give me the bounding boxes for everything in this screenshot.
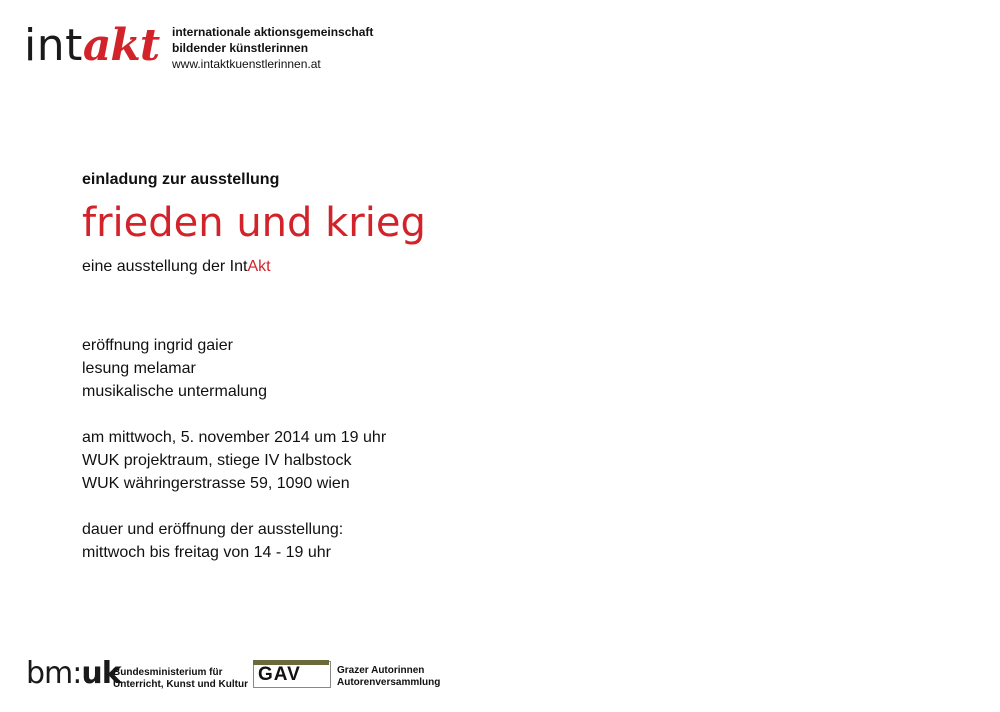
event-venue: WUK projektraum, stiege IV halbstock	[82, 452, 352, 469]
gav-name	[337, 665, 440, 689]
gav-name-line2: Autorenversammlung	[337, 677, 441, 688]
logo-int: int	[24, 20, 83, 71]
bmuk-bm: bm	[26, 656, 73, 691]
org-website: www.intaktkuenstlerinnen.at	[172, 57, 321, 71]
invitation-kicker: einladung zur ausstellung	[82, 171, 280, 188]
bmuk-name-line2: Unterricht, Kunst und Kultur	[113, 679, 248, 690]
exhibition-title: frieden und krieg	[82, 200, 426, 246]
opening-hours	[82, 518, 343, 564]
bmuk-uk: uk	[81, 656, 121, 691]
gav-wordmark: GAV	[258, 664, 301, 685]
program-block	[82, 334, 267, 403]
subtitle-highlight: Akt	[247, 258, 271, 275]
intakt-wordmark	[24, 22, 159, 70]
logo-akt: akt	[82, 20, 160, 71]
program-line: eröffnung ingrid gaier	[82, 337, 233, 354]
bmuk-name	[113, 667, 248, 691]
subtitle-prefix: eine ausstellung der Int	[82, 258, 248, 275]
bmuk-logo	[26, 657, 121, 691]
exhibition-subtitle	[82, 258, 271, 276]
bmuk-wordmark	[26, 657, 121, 691]
hours-times: mittwoch bis freitag von 14 - 19 uhr	[82, 544, 332, 561]
gav-name-line1: Grazer Autorinnen	[337, 665, 425, 676]
program-line: lesung melamar	[82, 360, 196, 377]
event-details	[82, 426, 386, 495]
bmuk-name-line1: Bundesministerium für	[113, 667, 223, 678]
event-date: am mittwoch, 5. november 2014 um 19 uhr	[82, 429, 387, 446]
hours-heading: dauer und eröffnung der ausstellung:	[82, 521, 344, 538]
event-address: WUK währingerstrasse 59, 1090 wien	[82, 475, 350, 492]
program-line: musikalische untermalung	[82, 383, 267, 400]
org-name-line2: bildender künstlerinnen	[172, 41, 309, 55]
org-name-line1: internationale aktionsgemeinschaft	[172, 25, 374, 39]
intakt-logo	[24, 22, 159, 74]
bmuk-sep: :	[72, 656, 82, 691]
organization-info	[172, 24, 373, 72]
